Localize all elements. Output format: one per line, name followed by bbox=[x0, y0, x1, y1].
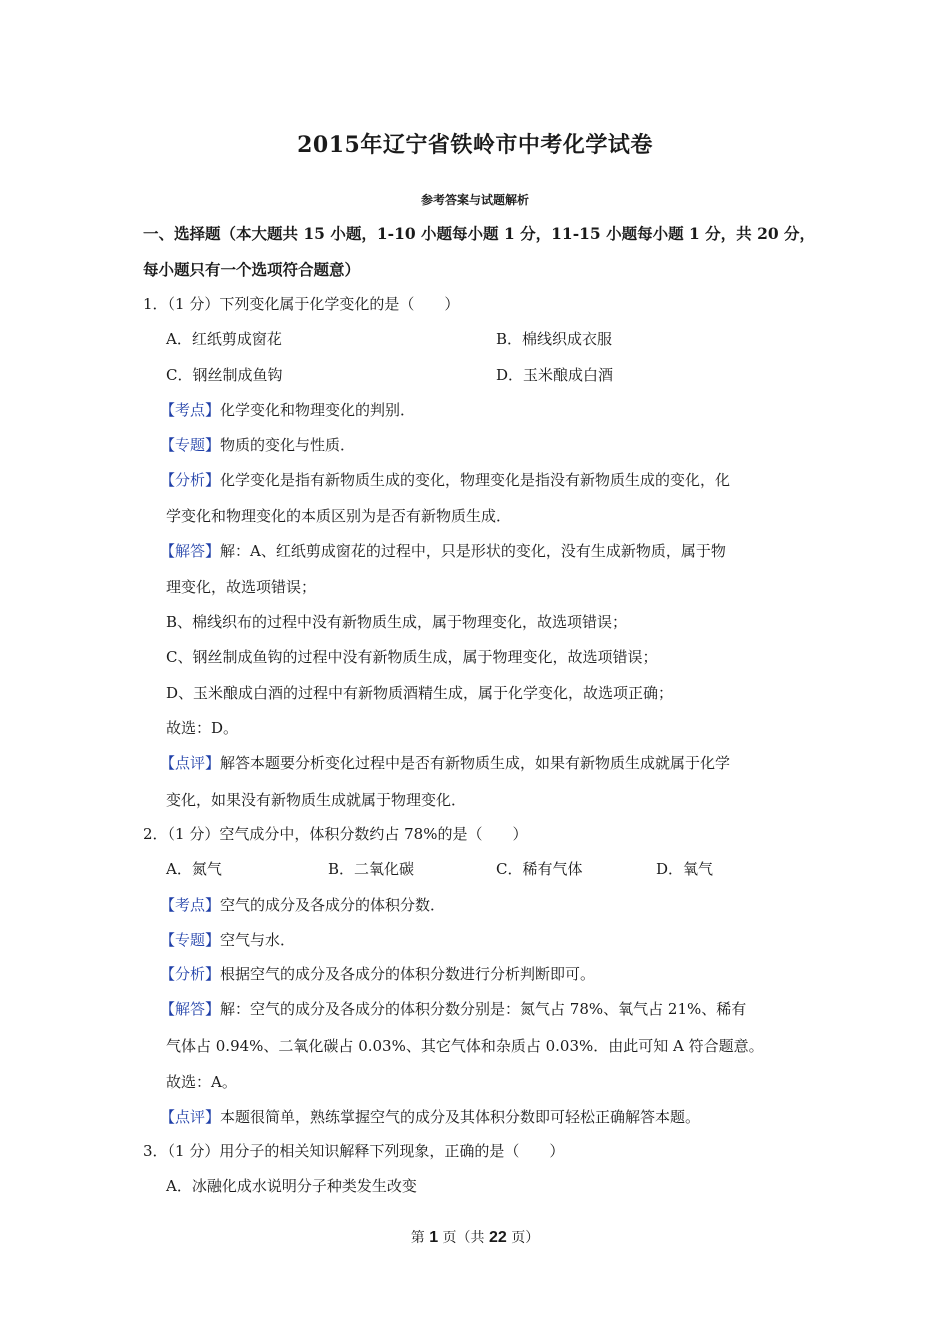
kaodian-tag: 【考点】 bbox=[160, 401, 221, 419]
q1-jieda-text-1: 解：A、红纸剪成窗花的过程中，只是形状的变化，没有生成新物质，属于物 bbox=[220, 542, 726, 560]
q1-option-b: B．棉线织成衣服 bbox=[496, 330, 613, 348]
zhuanti-tag: 【专题】 bbox=[160, 931, 221, 949]
q2-stem: 2．（1 分）空气成分中，体积分数约占 78%的是（ ） bbox=[143, 825, 528, 843]
fenxi-tag: 【分析】 bbox=[160, 471, 221, 489]
q1-option-d: D．玉米酿成白酒 bbox=[496, 366, 614, 384]
q1-dianping-text-1: 解答本题要分析变化过程中是否有新物质生成，如果有新物质生成就属于化学 bbox=[220, 754, 731, 772]
q1-zhuanti-text: 物质的变化与性质． bbox=[220, 436, 356, 454]
footer-mid: 页（共 bbox=[438, 1230, 489, 1246]
q1-stem: 1．（1 分）下列变化属于化学变化的是（ ） bbox=[143, 295, 460, 313]
q2-kaodian-text: 空气的成分及各成分的体积分数． bbox=[220, 896, 446, 914]
q2-jieda-text-1: 解：空气的成分及各成分的体积分数分别是：氮气占 78%、氧气占 21%、稀有 bbox=[220, 1000, 747, 1018]
q2-jieda-text-2: 气体占 0.94%、二氧化碳占 0.03%、其它气体和杂质占 0.03%．由此可知 A 符合题意。 bbox=[166, 1037, 764, 1055]
q2-kaodian bbox=[160, 894, 445, 915]
q1-jieda-text-3: B、棉线织布的过程中没有新物质生成，属于物理变化，故选项错误； bbox=[166, 613, 628, 631]
q1-option-a: A．红纸剪成窗花 bbox=[166, 330, 282, 348]
jieda-tag: 【解答】 bbox=[160, 542, 221, 560]
document-title: 2015年辽宁省铁岭市中考化学试卷 bbox=[297, 132, 653, 158]
q2-option-c: C．稀有气体 bbox=[496, 860, 583, 878]
page-footer bbox=[0, 1227, 950, 1247]
q1-kaodian-text: 化学变化和物理变化的判别． bbox=[220, 401, 416, 419]
q2-jieda-text-3: 故选：A。 bbox=[166, 1073, 237, 1091]
q1-dianping-text-2: 变化，如果没有新物质生成就属于物理变化． bbox=[166, 791, 467, 809]
q1-jieda-text-4: C、钢丝制成鱼钩的过程中没有新物质生成，属于物理变化，故选项错误； bbox=[166, 648, 658, 666]
footer-prefix: 第 bbox=[410, 1230, 430, 1246]
zhuanti-tag: 【专题】 bbox=[160, 436, 221, 454]
q1-jieda-text-5: D、玉米酿成白酒的过程中有新物质酒精生成，属于化学变化，故选项正确； bbox=[166, 684, 674, 702]
q1-jieda bbox=[160, 540, 726, 561]
q2-dianping bbox=[160, 1106, 700, 1127]
q1-fenxi-text-1: 化学变化是指有新物质生成的变化，物理变化是指没有新物质生成的变化，化 bbox=[220, 471, 731, 489]
q2-option-d: D．氧气 bbox=[656, 860, 714, 878]
dianping-tag: 【点评】 bbox=[160, 1108, 221, 1126]
jieda-tag: 【解答】 bbox=[160, 1000, 221, 1018]
dianping-tag: 【点评】 bbox=[160, 754, 221, 772]
footer-total-pages: 22 bbox=[489, 1229, 507, 1246]
q1-fenxi-text-2: 学变化和物理变化的本质区别为是否有新物质生成． bbox=[166, 507, 512, 525]
q2-jieda bbox=[160, 998, 746, 1019]
footer-suffix: 页） bbox=[506, 1230, 540, 1246]
kaodian-tag: 【考点】 bbox=[160, 896, 221, 914]
q2-zhuanti bbox=[160, 929, 295, 950]
fenxi-tag: 【分析】 bbox=[160, 965, 221, 983]
q3-option-a: A．冰融化成水说明分子种类发生改变 bbox=[166, 1177, 417, 1195]
q2-zhuanti-text: 空气与水． bbox=[220, 931, 296, 949]
q2-fenxi bbox=[160, 963, 595, 984]
q1-option-c: C．钢丝制成鱼钩 bbox=[166, 366, 283, 384]
q2-option-b: B．二氧化碳 bbox=[328, 860, 415, 878]
q2-option-a: A．氮气 bbox=[166, 860, 222, 878]
section-heading-line2: 每小题只有一个选项符合题意） bbox=[143, 260, 361, 279]
q1-fenxi bbox=[160, 469, 730, 490]
section-heading-line1: 一、选择题（本大题共 15 小题，1-10 小题每小题 1 分，11-15 小题每小题 1 分，共 20 分， bbox=[143, 224, 816, 243]
q1-dianping bbox=[160, 752, 730, 773]
q3-stem: 3．（1 分）用分子的相关知识解释下列现象，正确的是（ ） bbox=[143, 1142, 565, 1160]
q1-jieda-text-6: 故选：D。 bbox=[166, 719, 239, 737]
q1-kaodian bbox=[160, 399, 415, 420]
q1-jieda-text-2: 理变化，故选项错误； bbox=[166, 578, 317, 596]
q1-zhuanti bbox=[160, 434, 355, 455]
document-subtitle: 参考答案与试题解析 bbox=[420, 193, 529, 207]
footer-page-number: 1 bbox=[429, 1229, 439, 1246]
q2-dianping-text: 本题很简单，熟练掌握空气的成分及其体积分数即可轻松正确解答本题。 bbox=[220, 1108, 701, 1126]
q2-fenxi-text: 根据空气的成分及各成分的体积分数进行分析判断即可。 bbox=[220, 965, 596, 983]
